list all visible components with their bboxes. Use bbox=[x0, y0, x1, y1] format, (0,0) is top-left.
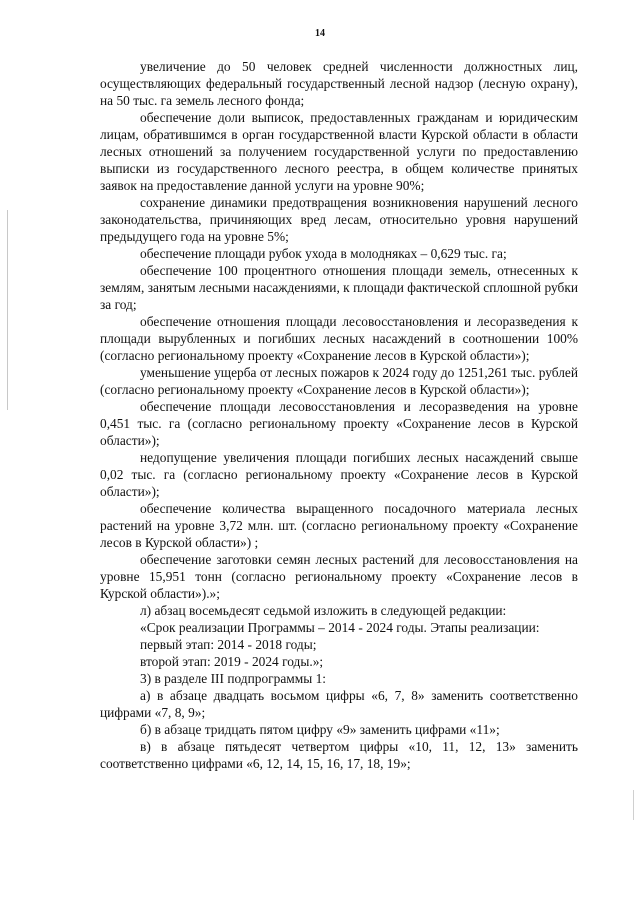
paragraph: а) в абзаце двадцать восьмом цифры «6, 7, 8» заменить соответственно цифрами «7, 8, 9»; bbox=[100, 688, 578, 720]
paragraph: в) в абзаце пятьдесят четвертом цифры «10, 11, 12, 13» заменить соответственно цифрами «6, 12, 14, 15, 16, 17, 18, 19»; bbox=[100, 739, 578, 771]
paragraph: л) абзац восемьдесят седьмой изложить в следующей редакции: bbox=[140, 603, 507, 618]
paragraph: обеспечение площади лесовосстановления и лесоразведения на уровне 0,451 тыс. га (согласно региональному проекту «Сохранение лесов в Курской области»); bbox=[100, 399, 578, 448]
paragraph: увеличение до 50 человек средней численности должностных лиц, осуществляющих федеральный государственный лесной надзор (лесную охрану), на 50 тыс. га земель лесного фонда; bbox=[100, 59, 578, 108]
paragraph: первый этап: 2014 - 2018 годы; bbox=[140, 637, 317, 652]
document-body bbox=[100, 58, 578, 772]
paragraph: обеспечение заготовки семян лесных растений для лесовосстановления на уровне 15,951 тонн (согласно региональному проекту «Сохранение лесов в Курской области»).»; bbox=[100, 552, 578, 601]
paragraph: б) в абзаце тридцать пятом цифру «9» заменить цифрами «11»; bbox=[140, 722, 500, 737]
paragraph: сохранение динамики предотвращения возникновения нарушений лесного законодательства, причиняющих вред лесам, относительно уровня нарушений предыдущего года на уровне 5%; bbox=[100, 195, 578, 244]
paragraph: 3) в разделе III подпрограммы 1: bbox=[140, 671, 326, 686]
scan-margin-line bbox=[7, 210, 8, 410]
paragraph: обеспечение площади рубок ухода в молодняках – 0,629 тыс. га; bbox=[140, 246, 507, 261]
paragraph: обеспечение 100 процентного отношения площади земель, отнесенных к землям, занятым лесными насаждениями, к площади фактической сплошной рубки за год; bbox=[100, 263, 578, 312]
scan-edge-mark bbox=[633, 790, 634, 820]
paragraph: уменьшение ущерба от лесных пожаров к 2024 году до 1251,261 тыс. рублей (согласно региональному проекту «Сохранение лесов в Курской области»); bbox=[100, 365, 578, 397]
paragraph: второй этап: 2019 - 2024 годы.»; bbox=[140, 654, 324, 669]
paragraph: «Срок реализации Программы – 2014 - 2024 годы. Этапы реализации: bbox=[140, 620, 540, 635]
paragraph: обеспечение количества выращенного посадочного материала лесных растений на уровне 3,72 млн. шт. (согласно региональному проекту «Сохранение лесов в Курской области») ; bbox=[100, 501, 578, 550]
page-number: 14 bbox=[315, 28, 325, 39]
paragraph: обеспечение доли выписок, предоставленных гражданам и юридическим лицам, обратившимся в орган государственной власти Курской области в области лесных отношений за получением государственной услуги по предоставлению выписки из государственного лесного реестра, в общем количестве принятых заявок на предоставление данной услуги на уровне 90%; bbox=[100, 110, 578, 193]
paragraph: недопущение увеличения площади погибших лесных насаждений свыше 0,02 тыс. га (согласно региональному проекту «Сохранение лесов в Курской области»); bbox=[100, 450, 578, 499]
paragraph: обеспечение отношения площади лесовосстановления и лесоразведения к площади вырубленных и погибших лесных насаждений в соотношении 100% (согласно региональному проекту «Сохранение лесов в Курской области»); bbox=[100, 314, 578, 363]
